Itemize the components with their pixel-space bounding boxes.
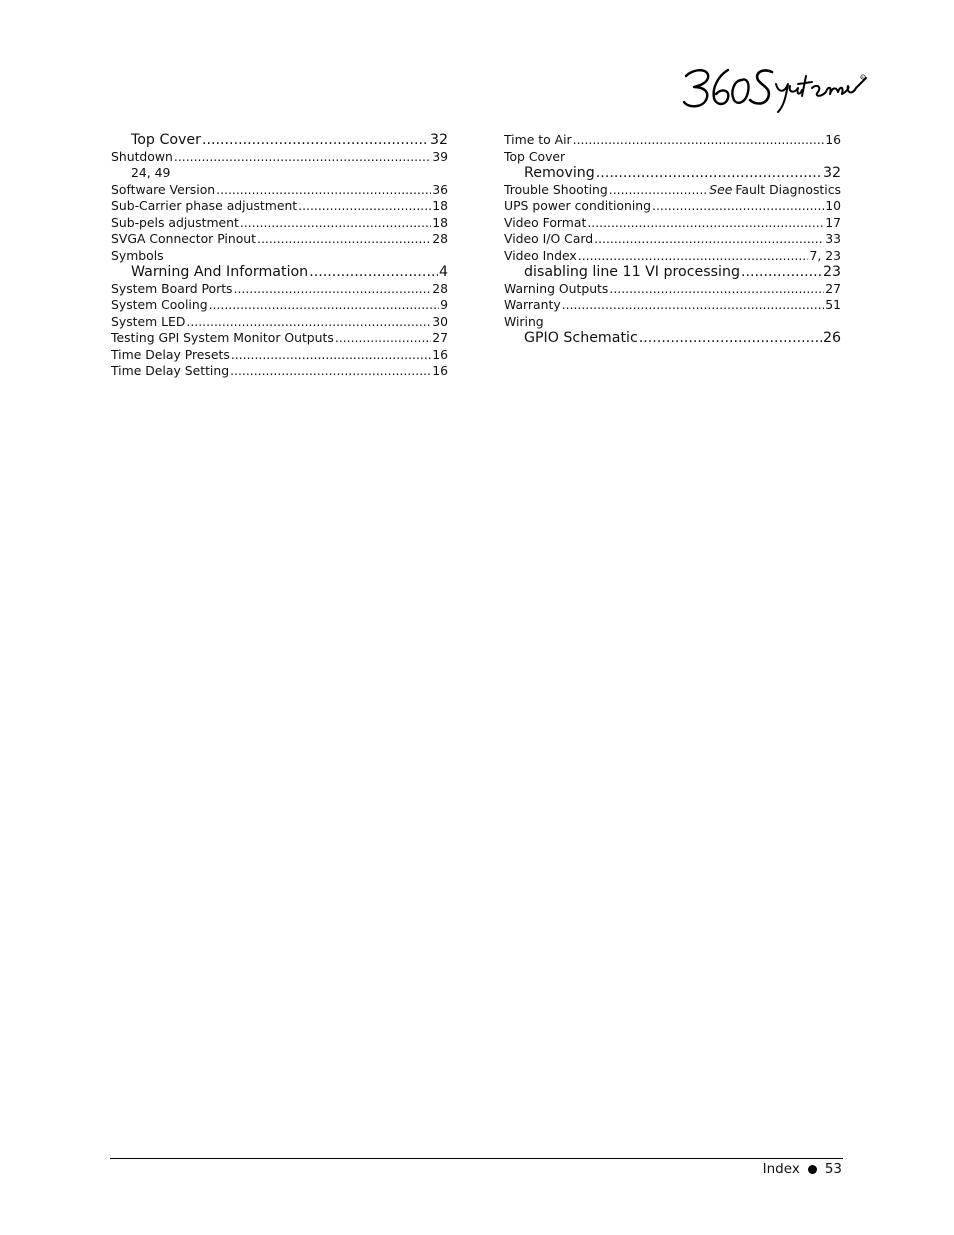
index-entry <box>111 281 448 298</box>
index-entry-page: 28 <box>432 280 448 296</box>
index-entry-label: Sub-pels adjustment <box>111 214 239 230</box>
index-entry-page: 16 <box>825 132 841 147</box>
index-entry-label: Warning Outputs <box>504 280 609 296</box>
index-entry-label: Warranty <box>504 297 561 312</box>
dot-leader <box>174 149 431 166</box>
page-footer <box>763 1160 842 1178</box>
index-entry-page: 10 <box>825 198 841 213</box>
index-entry-label: Shutdown <box>111 148 173 164</box>
index-entry-label: System Board Ports <box>111 280 233 296</box>
index-entry <box>111 215 448 232</box>
index-entry-label: System LED <box>111 313 186 329</box>
index-continuation <box>111 165 448 182</box>
footer-section-label: Index <box>762 1161 800 1177</box>
index-entry-label: Video Format <box>504 214 587 230</box>
index-entry-page: 27 <box>825 280 841 296</box>
index-entry <box>111 149 448 166</box>
index-heading: Wiring <box>504 313 544 329</box>
index-entry-page: 9 <box>440 297 448 312</box>
index-entry-label: SVGA Connector Pinout <box>111 231 256 246</box>
index-entry-pages: 24, 49 <box>131 165 171 180</box>
dot-leader <box>573 132 825 149</box>
dot-leader <box>609 281 824 298</box>
dot-leader <box>216 182 431 199</box>
360-systems-logo-icon <box>680 58 870 116</box>
index-heading: Symbols <box>111 247 164 263</box>
index-entry-label: System Cooling <box>111 297 208 312</box>
index-entry-label: Trouble Shooting <box>504 181 608 197</box>
dot-leader <box>234 281 432 298</box>
index-entry <box>504 297 841 314</box>
dot-leader <box>309 264 438 281</box>
index-entry <box>111 363 448 380</box>
index-entry-label: Removing <box>524 165 595 181</box>
index-entry-label: Video I/O Card <box>504 231 594 246</box>
dot-leader <box>335 330 431 347</box>
dot-leader <box>202 132 429 149</box>
dot-leader <box>639 330 822 347</box>
footer-rule <box>110 1158 843 1159</box>
dot-leader <box>231 347 431 364</box>
index-entry-page: Fault Diagnostics <box>735 181 841 197</box>
index-entry <box>504 248 841 265</box>
dot-leader <box>652 198 824 215</box>
index-column-left <box>111 132 448 380</box>
index-entry <box>504 132 841 149</box>
index-entry <box>111 347 448 364</box>
dot-leader <box>596 165 822 182</box>
index-entry-label: disabling line 11 VI processing <box>524 264 740 280</box>
index-entry-page: 4 <box>438 264 448 280</box>
svg-text:R: R <box>861 75 864 80</box>
index-column-right <box>504 132 841 347</box>
index-entry-page: 51 <box>825 297 841 312</box>
index-entry-label: Time Delay Setting <box>111 363 230 378</box>
index-entry-page: 23 <box>822 264 841 280</box>
index-entry-page: 18 <box>432 214 448 230</box>
index-subentry <box>504 165 841 182</box>
dot-leader <box>562 297 825 314</box>
dot-leader <box>186 314 431 331</box>
dot-leader <box>298 198 431 215</box>
index-entry-label: Top Cover <box>131 132 201 148</box>
index-entry-page: 32 <box>822 165 841 181</box>
index-entry-page: 16 <box>432 363 448 378</box>
index-entry-label: GPIO Schematic <box>524 330 638 346</box>
index-entry-page: 7, 23 <box>809 247 841 263</box>
index-subentry <box>111 132 448 149</box>
dot-leader <box>230 363 431 380</box>
dot-leader <box>741 264 822 281</box>
index-subentry <box>504 264 841 281</box>
index-subentry <box>111 264 448 281</box>
index-entry-page: 26 <box>822 330 841 346</box>
index-entry <box>111 231 448 248</box>
index-subentry <box>504 330 841 347</box>
index-entry <box>111 297 448 314</box>
index-entry-label: Sub-Carrier phase adjustment <box>111 198 298 213</box>
index-entry-page: 33 <box>825 231 841 246</box>
bullet-icon <box>808 1165 817 1174</box>
index-entry-page: 16 <box>432 346 448 362</box>
index-entry-page: 39 <box>432 148 448 164</box>
index-entry-label: Video Index <box>504 247 577 263</box>
index-entry <box>111 314 448 331</box>
index-entry <box>504 231 841 248</box>
index-entry <box>504 182 841 199</box>
index-entry <box>111 198 448 215</box>
index-entry <box>504 281 841 298</box>
index-entry-label: Software Version <box>111 181 216 197</box>
dot-leader <box>587 215 824 232</box>
index-entry-page: 36 <box>432 181 448 197</box>
dot-leader <box>209 297 440 314</box>
dot-leader <box>240 215 431 232</box>
index-entry <box>111 182 448 199</box>
index-heading: Top Cover <box>504 148 566 164</box>
see-reference-label: See <box>709 181 733 197</box>
index-entry-label: Time Delay Presets <box>111 346 230 362</box>
dot-leader <box>578 248 809 265</box>
index-entry-label: Time to Air <box>504 132 572 147</box>
index-entry-page: 18 <box>432 198 448 213</box>
index-entry <box>504 198 841 215</box>
index-entry-label: Warning And Information <box>131 264 309 280</box>
index-entry-label: Testing GPI System Monitor Outputs <box>111 330 334 345</box>
index-entry <box>504 215 841 232</box>
index-entry-page: 27 <box>432 330 448 345</box>
index-entry-page: 32 <box>429 132 448 148</box>
index-entry-page: 30 <box>432 313 448 329</box>
dot-leader <box>257 231 431 248</box>
index-entry-page: 28 <box>432 231 448 246</box>
index-entry-page: 17 <box>825 214 841 230</box>
dot-leader <box>594 231 824 248</box>
dot-leader <box>609 182 709 199</box>
index-entry <box>111 330 448 347</box>
index-entry-label: UPS power conditioning <box>504 198 652 213</box>
footer-page-number: 53 <box>824 1161 842 1177</box>
